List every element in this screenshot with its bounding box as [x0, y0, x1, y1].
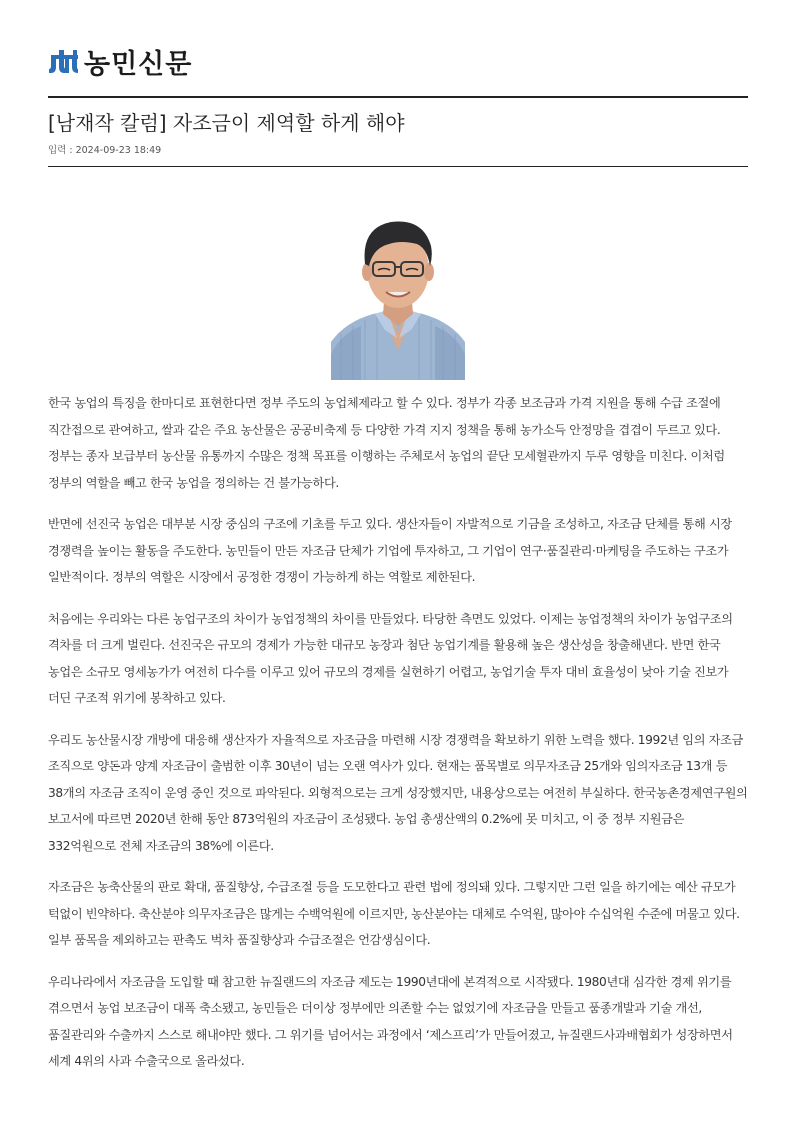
- columnist-photo: [331, 214, 465, 380]
- title-divider: [48, 166, 748, 167]
- article-dateline: 입력 : 2024-09-23 18:49: [48, 145, 162, 156]
- masthead-logo[interactable]: [48, 44, 192, 78]
- article-paragraph: 우리도 농산물시장 개방에 대응해 생산자가 자율적으로 자조금을 마련해 시장 경쟁력을 확보하기 위한 노력을 했다. 1992년 임의 자조금 조직으로 양돈과 양계 자조금이 출범한 이후 30년이 넘는 오랜 역사가 있다. 현재는 품목별로 의무자조금 25개와 임의자조금 13개 등 38개의 자조금 조직이 운영 중인 것으로 파악된다. 외형적으로는 크게 성장했지만, 내용상으로는 여전히 부실하다. 한국농촌경제연구원의 보고서에 따르면 2020년 한해 동안 873억원의 자조금이 조성됐다. 농업 총생산액의 0.2%에 못 미치고, 이 중 정부 지원금은 332억원으로 전체 자조금의 38%에 이른다.: [48, 732, 748, 853]
- article-paragraph: 처음에는 우리와는 다른 농업구조의 차이가 농업정책의 차이를 만들었다. 타당한 측면도 있었다. 이제는 농업정책의 차이가 농업구조의 격차를 더 크게 벌린다. 선진국은 규모의 경제가 가능한 대규모 농장과 첨단 농업기계를 활용해 높은 생산성을 창출해낸다. 반면 한국 농업은 소규모 영세농가가 여전히 다수를 이루고 있어 규모의 경제를 실현하기 어렵고, 농업기술 투자 대비 효율성이 낮아 기술 진보가 더딘 구조적 위기에 봉착하고 있다.: [48, 611, 733, 705]
- article-paragraph: 한국 농업의 특징을 한마디로 표현한다면 정부 주도의 농업체제라고 할 수 있다. 정부가 각종 보조금과 가격 지원을 통해 수급 조절에 직간접으로 관여하고, 쌀과 같은 주요 농산물은 공공비축제 등 다양한 가격 지지 정책을 통해 농가소득 안정망을 겹겹이 두르고 있다. 정부는 종자 보급부터 농산물 유통까지 수많은 정책 목표를 이행하는 주체로서 농업의 끝단 모세혈관까지 두루 영향을 미친다. 이처럼 정부의 역할을 빼고 한국 농업을 정의하는 건 불가능하다.: [48, 396, 725, 490]
- article-body: [48, 390, 748, 1090]
- article-paragraph: 자조금은 농축산물의 판로 확대, 품질향상, 수급조절 등을 도모한다고 관련 법에 정의돼 있다. 그렇지만 그런 일을 하기에는 예산 규모가 턱없이 빈약하다. 축산분야 의무자조금은 많게는 수백억원에 이르지만, 농산분야는 대체로 수억원, 많아야 수십억원 수준에 머물고 있다. 일부 품목을 제외하고는 판촉도 벅차 품질향상과 수급조절은 언감생심이다.: [48, 880, 740, 947]
- article-title: [남재작 칼럼] 자조금이 제역할 하게 해야: [48, 111, 405, 135]
- article-paragraph: 반면에 선진국 농업은 대부분 시장 중심의 구조에 기초를 두고 있다. 생산자들이 자발적으로 기금을 조성하고, 자조금 단체를 통해 시장 경쟁력을 높이는 활동을 주도한다. 농민들이 만든 자조금 단체가 기업에 투자하고, 그 기업이 연구·품질관리·마케팅을 주도하는 구조가 일반적이다. 정부의 역할은 시장에서 공정한 경쟁이 가능하게 하는 역할로 제한된다.: [48, 517, 732, 584]
- article-paragraph: 우리나라에서 자조금을 도입할 때 참고한 뉴질랜드의 자조금 제도는 1990년대에 본격적으로 시작됐다. 1980년대 심각한 경제 위기를 겪으면서 농업 보조금이 대폭 축소됐고, 농민들은 더이상 정부에만 의존할 수는 없었기에 자조금을 만들고 품종개발과 기술 개선, 품질관리와 수출까지 스스로 해내야만 했다. 그 위기를 넘어서는 과정에서 ‘제스프리’가 만들어졌고, 뉴질랜드사과배협회가 성장하면서 세계 4위의 사과 수출국으로 올라섰다.: [48, 974, 733, 1068]
- newspaper-emblem-icon: [48, 46, 78, 76]
- brand-name: 농민신문: [84, 48, 193, 80]
- header-divider: [48, 96, 748, 98]
